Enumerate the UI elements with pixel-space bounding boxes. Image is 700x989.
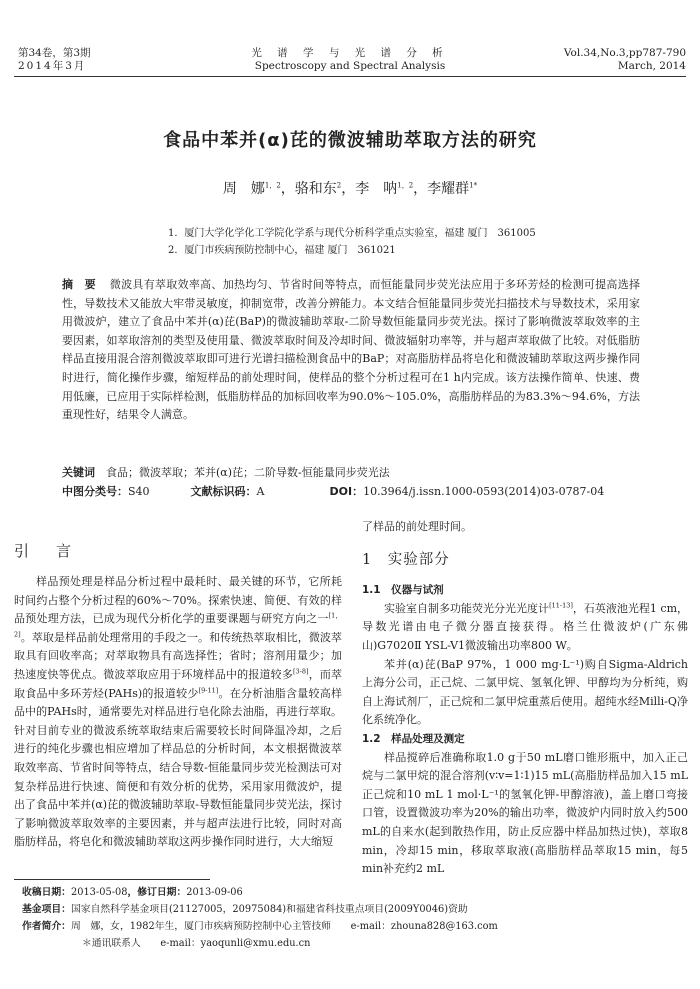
header-issue	[564, 47, 686, 73]
author-affil-mark: 1*	[469, 181, 478, 190]
intro-text: 。萃取是样品前处理常用的手段之一。和传统热萃取相比，微波萃取具有回收率高；对萃取物具有高选择性；省时；溶剂用量少；加热速度快等优点。微波萃取应用于环境样品中的报道较多	[14, 630, 342, 681]
header-volume-cn: 第34卷，第3期	[18, 47, 91, 59]
citation: [9-11]	[198, 685, 219, 694]
intro-column	[14, 573, 342, 852]
affiliation-1: 1．厦门大学化学化工学院化学系与现代分析科学重点实验室，福建 厦门 361005	[168, 228, 536, 239]
citation: [1，2]	[14, 611, 343, 639]
doc-code-label: 文献标识码：	[190, 485, 257, 498]
author-name: 周 娜	[222, 181, 265, 197]
classification-ids	[62, 483, 652, 501]
section-heading-experimental: 1 实验部分	[362, 551, 450, 568]
intro-continued: 了样品的前处理时间。	[362, 520, 472, 533]
header-rule	[14, 76, 686, 77]
citation: [11-13]	[549, 601, 573, 610]
author-name: ，骆和东	[280, 181, 337, 197]
journal-name-cn: 光 谱 学 与 光 谱 分 析	[251, 47, 449, 59]
experimental-column	[362, 518, 688, 879]
author-bio-text: 周 娜，女，1982年生，厦门市疾病预防控制中心主管技师 e-mail：zhouna828@163.com	[70, 921, 498, 932]
revised-date: 2013-09-06	[186, 887, 243, 898]
keywords-label: 关键词	[62, 466, 95, 479]
footnote-funding	[22, 901, 498, 918]
header-date-en: March, 2014	[617, 60, 686, 72]
body-text: 实验室自制多功能荧光分光光度计	[384, 601, 550, 615]
footnote-rule	[14, 879, 210, 880]
header-volume-en: Vol.34,No.3,pp787-790	[563, 47, 686, 59]
intro-heading: 引 言	[14, 542, 78, 560]
funding-text: 国家自然科学基金项目(21127005，20975084)和福建省科技重点项目(2009Y0046)资助	[70, 904, 468, 915]
doi-label: DOI：	[329, 485, 364, 498]
subsection-heading-instruments: 1.1 仪器与试剂	[362, 584, 444, 597]
footnote-author	[22, 918, 498, 935]
doi-value: 10.3964/j.issn.1000-0593(2014)03-0787-04	[363, 485, 605, 498]
author-affil-mark: 1，2	[397, 181, 414, 190]
subsection-heading-sample-treatment: 1.2 样品处理及测定	[362, 732, 465, 745]
received-date: 2013-05-08	[70, 887, 128, 898]
citation: [3-8]	[292, 667, 309, 676]
footnote-dates	[22, 884, 498, 901]
abstract-label: 摘 要	[62, 278, 96, 291]
intro-text: ，而萃取食品中多环芳烃(PAHs)的报道较少	[14, 667, 343, 700]
clc-value: S40	[128, 485, 150, 498]
author-affil-mark: 1，2	[264, 181, 281, 190]
abstract	[62, 276, 640, 425]
received-label: 收稿日期：	[22, 887, 71, 898]
intro-text: 。在分析油脂含量较高样品中的PAHs时，通常要先对样品进行皂化除去油脂，再进行萃取。针对目前专业的微波系统萃取结束后需要较长时间降温冷却，之后进行的纯化步骤也相应增加了样品总的分析时间，本文根据微波萃取效率高、节省时间等特点，结合导数-恒能量同步荧光检测法可对复杂样品进行快速、简便和有效分析的优势，采用家用微波炉，提出了食品中苯并(α)芘的微波辅助萃取-导数恒能量同步荧光法，探讨了影响微波萃取效率的主要因素，并与超声法进行比较，同时对高脂肪样品，将皂化和微波辅助萃取这两步操作同时进行，大大缩短	[14, 686, 343, 849]
revised-label: ，修订日期：	[127, 887, 187, 898]
abstract-text: 微波具有萃取效率高、加热均匀、节省时间等特点，而恒能量同步荧光法应用于多环芳烃的检测可提高选择性，导数技术又能放大牢带灵敏度，抑制宽带，改善分辨能力。本文结合恒能量同步荧光扫描技术与导数技术，采用家用微波炉，建立了食品中苯并(α)芘(BaP)的微波辅助萃取-二阶导数恒能量同步荧光法。探讨了影响微波萃取效率的主要因素，如萃取溶剂的类型及使用量、微波萃取时间及冷却时间、微波辐射功率等，并与超声萃取做了比较。对低脂肪样品直接用混合溶剂微波萃取即可进行光谱扫描检测食品中的BaP；对高脂肪样品将皂化和微波辅助萃取这两步操作同时进行，简化操作步骤，缩短样品的前处理时间，使样品的整个分析过程可在1 h内完成。该方法操作简单、快速、费用低廉，已应用于实际样检测，低脂肪样品的加标回收率为90.0%～105.0%，高脂肪样品的为83.3%～94.6%，方法重现性好，结果令人满意。	[62, 278, 640, 422]
doc-code-value: A	[256, 485, 265, 498]
header-date-cn: 2014年3月	[18, 60, 87, 72]
author-affil-mark: 2	[336, 181, 342, 190]
intro-paragraph	[14, 573, 342, 852]
footnotes	[22, 884, 498, 952]
affiliation-2: 2．厦门市疾病预防控制中心，福建 厦门 361021	[168, 245, 396, 256]
clc-label: 中图分类号：	[62, 485, 128, 498]
author-name: ，李 呐	[341, 181, 398, 197]
body-text: ，石英液池光程1 cm，导数光谱由电子微分器直接获得。格兰仕微波炉(广东佛山)G7020Ⅱ YSL-V1微波输出功率800 W。	[362, 601, 688, 652]
funding-label: 基金项目：	[22, 904, 71, 915]
intro-text: 样品预处理是样品分析过程中最耗时、最关键的环节，它所耗时间约占整个分析过程的60%～70%。探索快速、简便、有效的样品预处理方法，已成为现代分析化学的重要课题与研究方向之一	[14, 575, 342, 626]
author-name: ，李耀群	[413, 181, 470, 197]
keywords-text: 食品；微波萃取；苯并(α)芘；二阶导数-恒能量同步荧光法	[106, 466, 390, 479]
keywords	[62, 464, 640, 482]
sample-treatment-paragraph: 样品搅碎后准确称取1.0 g于50 mL磨口锥形瓶中，加入正己烷与二氯甲烷的混合溶剂(v∶v=1∶1)15 mL(高脂肪样品加入15 mL正己烷和10 mL 1 mol·L⁻¹的氢氧化钾-甲醇溶液)，盖上磨口弯接口管，设置微波功率为20%的输出功率，微波炉内同时放入约500 mL的自来水(起到散热作用，防止反应器中样品加热过快)，萃取8 min，冷却15 min，移取萃取液(高脂肪样品萃取15 min，每5 min补充约2 mL	[362, 750, 688, 876]
footnote-corresponding: ＊通讯联系人 e-mail：yaoqunli@xmu.edu.cn	[82, 938, 311, 949]
journal-name-en: Spectroscopy and Spectral Analysis	[254, 60, 446, 72]
paper-title: 食品中苯并(α)芘的微波辅助萃取方法的研究	[163, 130, 537, 151]
instruments-paragraph	[362, 600, 688, 656]
affiliations	[168, 225, 536, 259]
author-list	[0, 178, 700, 198]
author-bio-label: 作者简介：	[22, 921, 71, 932]
reagents-paragraph: 苯并(α)芘(BaP 97%，1 000 mg·L⁻¹)购自Sigma-Aldrich上海分公司，正己烷、二氯甲烷、氢氧化钾、甲醇均为分析纯，购自上海试剂厂，正己烷和二氯甲烷重蒸后使用。超纯水经Milli-Q净化系统净化。	[362, 657, 688, 727]
